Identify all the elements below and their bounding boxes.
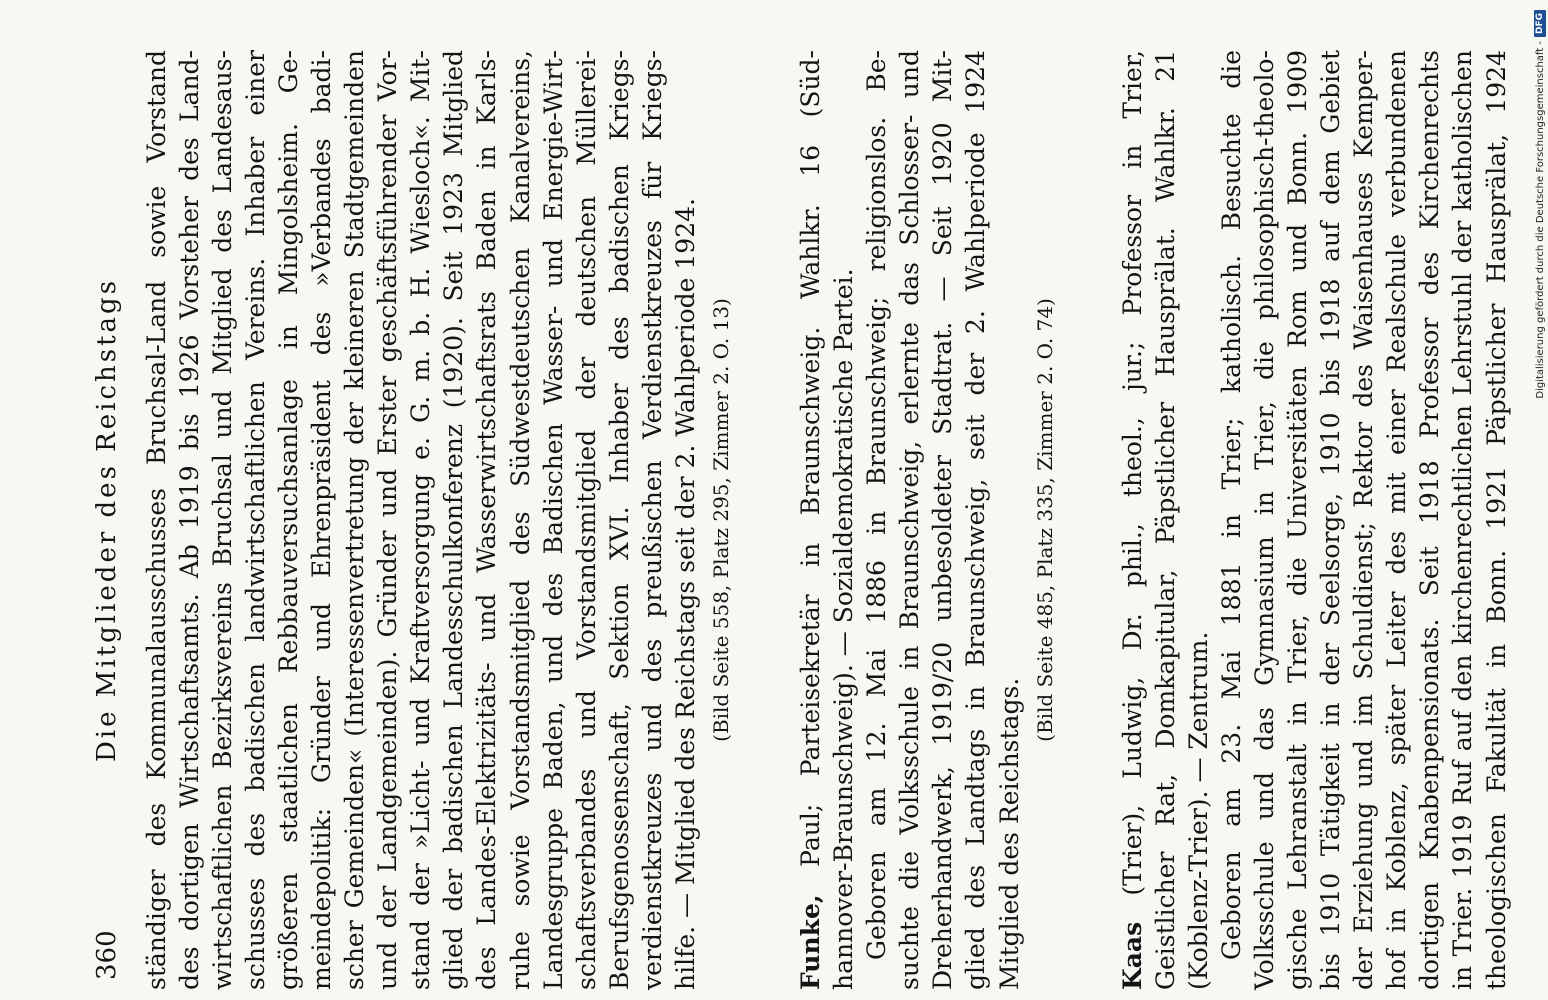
text-line: gische Lehranstalt in Trier, die Universitäten Rom und Bonn. 1909 <box>1283 50 1313 990</box>
member-name: Kaas <box>1118 921 1147 990</box>
text-line: bis 1910 Tätigkeit in der Seelsorge, 1910 bis 1918 auf dem Gebiet <box>1316 50 1346 990</box>
dfg-logo: DFG <box>1534 10 1546 37</box>
text-line: schusses des badischen landwirtschaftlichen Vereins. Inhaber einer <box>241 50 271 990</box>
text-line: hannover-Braunschweig). — Sozialdemokratische Partei. <box>829 268 859 990</box>
text-line: stand der »Licht- und Kraftversorgung e. G. m. b. H. Wiesloch«. Mit- <box>406 50 436 990</box>
image-reference-caption: (Bild Seite 485, Platz 335, Zimmer 2. O. 74) <box>1032 298 1057 742</box>
member-name: Funke, <box>796 894 826 990</box>
text-line: und der Landgemeinden). Gründer und Erster geschäftsführender Vor- <box>373 50 403 990</box>
text-line: ruhe sowie Vorstandsmitglied des Südwestdeutschen Kanalvereins, <box>505 50 535 990</box>
text-line <box>794 50 827 990</box>
text-line: hof in Koblenz, später Leiter des mit einer Realschule verbundenen <box>1382 50 1412 990</box>
credit-text: Digitalisierung gefördert durch die Deutsche Forschungsgemeinschaft - <box>1534 41 1546 399</box>
text-line: Dreherhandwerk, 1919/20 unbesoldeter Stadtrat. — Seit 1920 Mit- <box>928 50 958 990</box>
text-line: hilfe. — Mitglied des Reichstags seit der 2. Wahlperiode 1924. <box>670 198 700 990</box>
text-line: des Landes-Elektrizitäts- und Wasserwirtschaftsrats Baden in Karls- <box>472 50 502 990</box>
entry-continuation <box>140 50 734 990</box>
text-line: schaftsverbandes und Vorstandsmitglied der deutschen Müllerei- <box>571 50 601 990</box>
text-line: Geboren am 23. Mai 1881 in Trier; katholisch. Besuchte die <box>1217 50 1247 960</box>
text-line: dortigen Knabenpensionats. Seit 1918 Professor des Kirchenrechts <box>1415 50 1445 990</box>
text-line: suchte die Volksschule in Braunschweig, erlernte das Schlosser- und <box>895 50 925 990</box>
page-number: 360 <box>92 930 122 980</box>
running-title: Die Mitglieder des Reichstags <box>92 277 122 763</box>
text-line: der Erziehung und im Schuldienst; Rektor des Waisenhauses Kemper- <box>1349 50 1379 990</box>
page-header <box>80 50 140 990</box>
text-line: in Trier. 1919 Ruf auf den kirchenrechtlichen Lehrstuhl der katholischen <box>1448 50 1478 990</box>
page-content <box>80 50 1511 990</box>
text-line: verdienstkreuzes und des preußischen Verdienstkreuzes für Kriegs- <box>637 50 667 990</box>
text-line: des dortigen Wirtschaftsamts. Ab 1919 bis 1926 Vorsteher des Land- <box>175 50 205 990</box>
text-line-rest: (Trier), Ludwig, Dr. phil., theol., jur.; Professor in Trier, <box>1118 50 1147 896</box>
text-line: theologischen Fakultät in Bonn. 1921 Päpstlicher Hausprälat, 1924 <box>1481 50 1511 990</box>
text-line: scher Gemeinden« (Interessenvertretung der kleineren Stadtgemeinden <box>340 50 370 990</box>
entry-funke <box>794 50 1058 990</box>
text-line: meindepolitik: Gründer und Ehrenpräsident des »Verbandes badi- <box>307 50 337 990</box>
text-line: (Koblenz-Trier). — Zentrum. <box>1184 631 1214 990</box>
text-line: glied des Landtags in Braunschweig, seit der 2. Wahlperiode 1924 <box>961 50 991 990</box>
digitization-credit <box>1532 10 1548 399</box>
text-line: Geistlicher Rat, Domkapitular, Päpstlicher Hausprälat. Wahlkr. 21 <box>1151 50 1181 990</box>
text-line <box>1116 50 1149 990</box>
image-reference-caption: (Bild Seite 558, Platz 295, Zimmer 2. O. 13) <box>708 298 733 742</box>
text-line: glied der badischen Landesschulkonferenz (1920). Seit 1923 Mitglied <box>439 50 469 990</box>
text-line: wirtschaftlichen Bezirksvereins Bruchsal und Mitglied des Landesaus- <box>208 50 238 990</box>
text-line: größeren staatlichen Rebbauversuchsanlage in Mingolsheim. Ge- <box>274 50 304 990</box>
text-line: Mitglied des Reichstags. <box>994 677 1024 990</box>
entry-kaas <box>1116 50 1513 990</box>
text-line-rest: Paul; Parteisekretär in Braunschweig. Wahlkr. 16 (Süd- <box>796 50 826 867</box>
text-line: Berufsgenossenschaft, Sektion XVI. Inhaber des badischen Kriegs- <box>604 50 634 990</box>
text-line: ständiger des Kommunalausschusses Bruchsal-Land sowie Vorstand <box>142 50 171 990</box>
text-line: Volksschule und das Gymnasium in Trier, die philosophisch-theolo- <box>1250 50 1280 990</box>
text-line: Geboren am 12. Mai 1886 in Braunschweig; religionslos. Be- <box>862 50 892 960</box>
text-line: Landesgruppe Baden, und des Badischen Wasser- und Energie-Wirt- <box>538 50 568 990</box>
